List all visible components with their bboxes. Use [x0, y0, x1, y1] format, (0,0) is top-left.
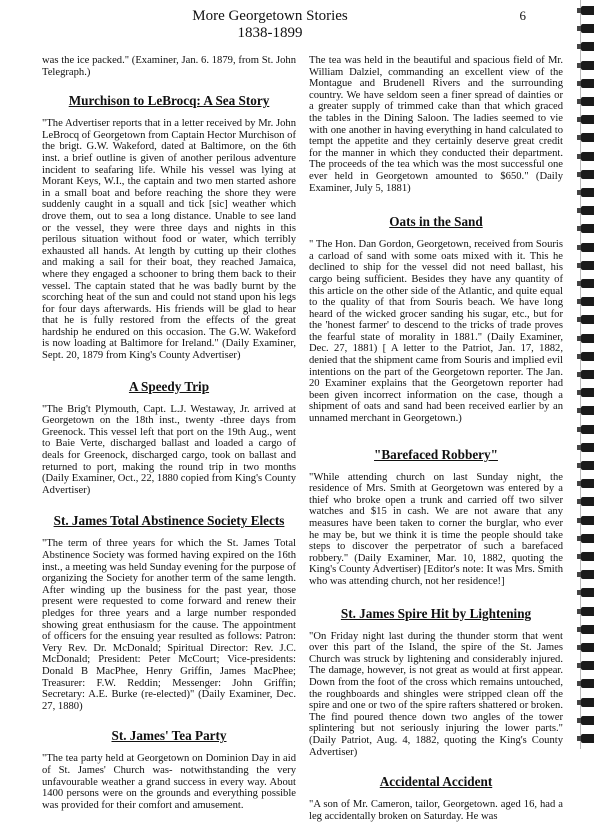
article-body: "The Advertiser reports that in a letter received by Mr. John LeBrocq of Georgetown from Captain Hector Murchison of the brigt. G.W. Wakeford, dated at Baltimore, on the 6th inst. a brief outline is given of another perilous adventure incident to seafaring life. While his vessel was lying at Morant Keys, W.I., the captain and two men started ashore in a small boat and before reaching the shore they were suddenly caught in a squall and tick [sic] weather which drove them, out to sea a long distance. Unable to see land or the vessel, they were three days and nights in this perilous situation without food or water, which terribly exhausted all hands. At length by cutting up their clothes and making a sail for their boat, they reached Jamaica, where they engaged a schooner to bring them back to their vessel. The captain stated that he was badly burnt by the scorching heat of the sun and could not stand upon his legs for four days afterwards. His friends will be glad to hear that he is fully restored from the effects of the great hardship he endured on this occasion. The G.W. Wakeford is now loading at Baltimore for Ireland." (Daily Examiner, Sept. 20, 1879 from King's County Advertiser)	[42, 118, 296, 362]
binding-ring	[581, 115, 594, 124]
binding-ring	[581, 497, 594, 506]
binding-ring	[581, 425, 594, 434]
article-heading: "Barefaced Robbery"	[374, 446, 498, 462]
continuation-text: The tea was held in the beautiful and spacious field of Mr. William Dalziel, commanding an excellent view of the Montague and Brudenell Rivers and the surrounding country. We have seldom seen a finer spread of dainties or a greater supply of trimmed cake than that which graced the tables in the Dining Saloon. The ladies seemed to vie with one another in having everything in hand calculated to tempt the appetite and they certainly deserve great credit for the manner in which they conducted their department. The proceeds of the tea which was the most successful one ever held in Georgetown amounted to $650." (Daily Examiner, July 5, 1881)	[309, 55, 563, 194]
binding-ring	[581, 170, 594, 179]
binding-ring	[581, 552, 594, 561]
article-heading: Murchison to LeBrocq: A Sea Story	[68, 93, 270, 109]
binding-ring	[581, 406, 594, 415]
article-body: "The Brig't Plymouth, Capt. L.J. Westaway, Jr. arrived at Georgetown on the 18th inst., twenty -three days from Greenock. This vessel left that port on the 19th Aug., went to Baie Verte, discharged ballast and loaded a cargo of deals for Greenock, discharged cargo, took on ballast and returned to port, making the round trip in two months (Daily Examiner, Oct., 22, 1880 copied from King's County Advertiser)	[42, 403, 296, 496]
binding-ring	[581, 516, 594, 525]
binding-ring	[581, 443, 594, 452]
binding-ring	[581, 224, 594, 233]
binding-ring	[581, 461, 594, 470]
article-heading: St. James' Tea Party	[111, 728, 227, 744]
article-body: "A son of Mr. Cameron, tailor, Georgetown. aged 16, had a leg accidentally broken on Saturday. He was	[309, 799, 563, 822]
article-body: "The term of three years for which the St. James Total Abstinence Society was formed having expired on the 16th inst., a meeting was held Sunday evening for the purpose of organizing the Society for another term of the same length. After winding up the business for the past year, those present were requested to come forward and renew their pledges for three years and a large number responded showing great enthusiasm for the cause. The appointment of officers for the ensuing year resulted as follows: Patron: Very Rev. Dr. McDonald; Spiritual Director: Rev. J.C. McDonald; President: Peter McCourt; Vice-presidents: Donald B MacPhee, Henry Griffin, James MacPhee; Treasurer: F.W. Reddin; Messenger: John Griffin; Secretary: A.E. Burke (re-elected)" (Daily Examiner, Dec. 27, 1880)	[42, 538, 296, 712]
binding-ring	[581, 570, 594, 579]
article-body: "While attending church on last Sunday night, the residence of Mrs. Smith at Georgetown was entered by a thief who broke open a trunk and carried off two silver watches and $15 in cash. We are not aware that any measures have been taken to corner the burglar, who ever he may be, but we think it is time the people should take steps to discover the perpetrator of such a barefaced robbery." (Daily Examiner, Mar. 10, 1882, quoting the King's County Advertiser) [Editor's note: It was Mrs. Smith who was attending church, not her residence!]	[309, 471, 563, 587]
binding-ring	[581, 679, 594, 688]
continuation-text: was the ice packed." (Examiner, Jan. 6. 1879, from St. John Telegraph.)	[42, 55, 296, 78]
binding-ring	[581, 588, 594, 597]
article-heading: Accidental Accident	[379, 774, 493, 790]
binding-ring	[581, 97, 594, 106]
article-heading: Oats in the Sand	[389, 214, 483, 230]
article-body: " The Hon. Dan Gordon, Georgetown, received from Souris a carload of sand with some oats mixed with it. This he declined to ship for the vessel did not need ballast, his cargo being sufficient. Besides they have any quantity of this article on the other side of the Atlantic, and quite equal to the quality of that from Souris beach. We have long heard of the wicked grocer sanding his sugar, etc., but for the 'honest farmer' to descend to the tricks of trade proves the fearful state of morality in 1881." (Daily Examiner, Dec. 27, 1881) [ A letter to the Patriot, Jan. 17, 1882, denied that the shipment came from Souris and implied evil intentions on the part of the Georgetown reporter. The Jan. 20 Examiner explains that the Georgetown reporter had been given incorrect information on the case, though a shipment of oats and sand had been received earlier by an unnamed merchant in Georgetown.)	[309, 239, 563, 425]
binding-ring	[581, 534, 594, 543]
binding-ring	[581, 315, 594, 324]
binding-ring	[581, 643, 594, 652]
binding-ring	[581, 607, 594, 616]
spiral-binding	[580, 0, 600, 749]
article-heading: A Speedy Trip	[128, 378, 210, 394]
page-title: More Georgetown Stories	[192, 8, 348, 24]
binding-ring	[581, 42, 594, 51]
article-heading: St. James Total Abstinence Society Elects	[53, 513, 285, 529]
binding-ring	[581, 133, 594, 142]
binding-ring	[581, 61, 594, 70]
page-subtitle-years: 1838-1899	[237, 25, 303, 41]
right-column	[309, 55, 563, 822]
binding-ring	[581, 388, 594, 397]
binding-ring	[581, 370, 594, 379]
page-number: 6	[519, 8, 526, 23]
binding-ring	[581, 261, 594, 270]
binding-ring	[581, 716, 594, 725]
binding-ring	[581, 152, 594, 161]
binding-ring	[581, 698, 594, 707]
article-heading: St. James Spire Hit by Lightening	[340, 605, 532, 621]
binding-ring	[581, 6, 594, 15]
binding-ring	[581, 279, 594, 288]
article-body: "On Friday night last during the thunder storm that went over this part of the Island, the spire of the St. James Church was struck by lightening and considerably injured. The damage, however, is not great as would at first appear. Down from the foot of the cross which remains untouched, the roughboards and shingles were stripped clean off the spire and one or two of the spire rafters shattered or broken. The find poured thence down two angles of the tower splintering but not seriously injuring the lower parts." (Daily Patriot, Aug. 4, 1882, quoting the King's County Advertiser)	[309, 630, 563, 758]
left-column	[42, 55, 296, 811]
binding-ring	[581, 24, 594, 33]
binding-ring	[581, 625, 594, 634]
binding-ring	[581, 352, 594, 361]
binding-ring	[581, 188, 594, 197]
binding-ring	[581, 479, 594, 488]
binding-ring	[581, 661, 594, 670]
binding-ring	[581, 734, 594, 743]
binding-ring	[581, 79, 594, 88]
binding-ring	[581, 243, 594, 252]
article-body: "The tea party held at Georgetown on Dominion Day in aid of St. James' Church was- notwithstanding the very unfavourable weather a grand success in every way. About 1400 persons were on the grounds and everything possible was provided for their comfort and amusement.	[42, 753, 296, 811]
binding-ring	[581, 206, 594, 215]
binding-ring	[581, 297, 594, 306]
binding-ring	[581, 334, 594, 343]
